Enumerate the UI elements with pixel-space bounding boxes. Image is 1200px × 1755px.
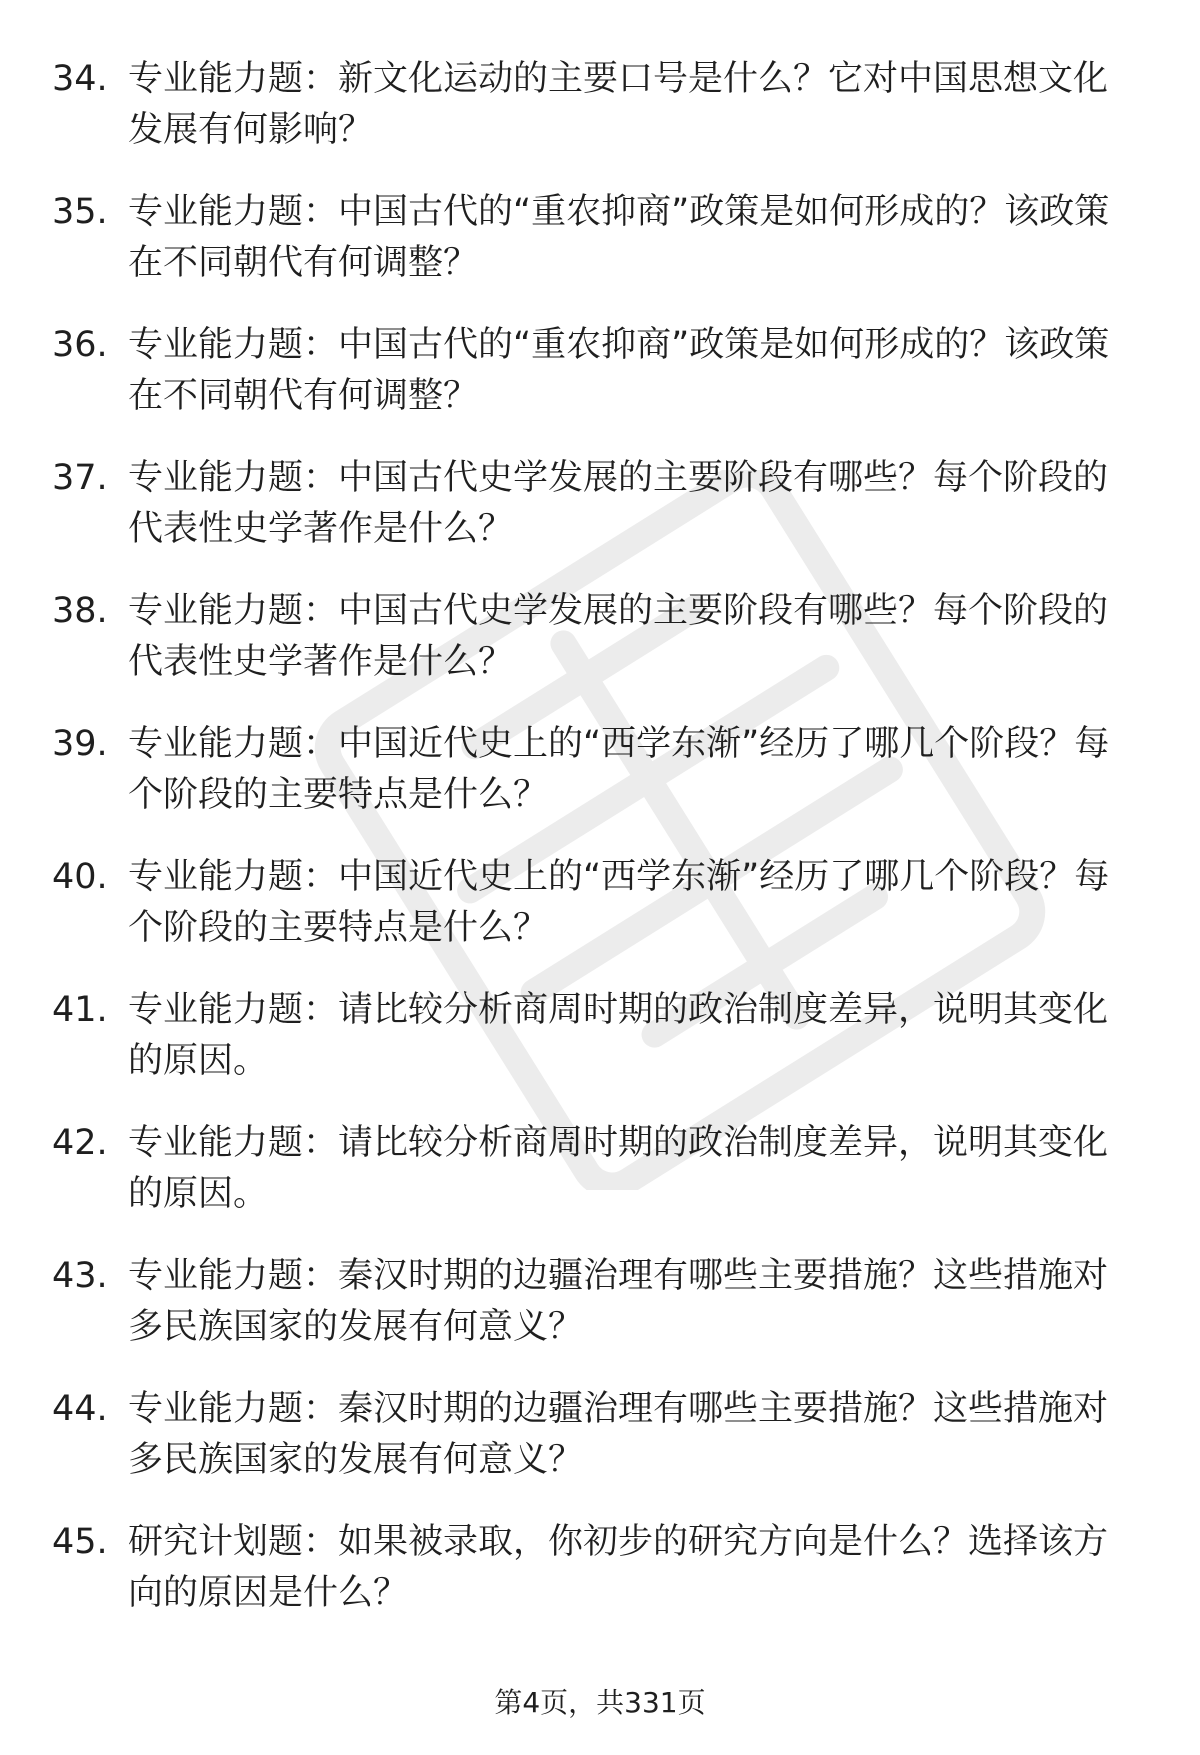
question-number: 37. [52, 458, 108, 498]
question-number: 39. [52, 724, 108, 764]
question-text: 专业能力题：中国古代史学发展的主要阶段有哪些？每个阶段的代表性史学著作是什么？ [128, 591, 1109, 682]
question-item [0, 453, 1200, 586]
question-text: 专业能力题：请比较分析商周时期的政治制度差异，说明其变化的原因。 [128, 1123, 1109, 1214]
question-number: 42. [52, 1123, 108, 1163]
question-list [0, 54, 1200, 1650]
question-text: 专业能力题：秦汉时期的边疆治理有哪些主要措施？这些措施对多民族国家的发展有何意义？ [128, 1389, 1109, 1480]
question-text: 专业能力题：中国古代的“重农抑商”政策是如何形成的？该政策在不同朝代有何调整？ [128, 325, 1110, 416]
question-item [0, 187, 1200, 320]
question-text: 专业能力题：新文化运动的主要口号是什么？它对中国思想文化发展有何影响？ [128, 59, 1109, 150]
question-item [0, 54, 1200, 187]
question-text: 专业能力题：请比较分析商周时期的政治制度差异，说明其变化的原因。 [128, 990, 1109, 1081]
question-text: 专业能力题：中国近代史上的“西学东渐”经历了哪几个阶段？每个阶段的主要特点是什么？ [128, 724, 1110, 815]
question-text: 专业能力题：中国古代的“重农抑商”政策是如何形成的？该政策在不同朝代有何调整？ [128, 192, 1110, 283]
question-text: 专业能力题：中国近代史上的“西学东渐”经历了哪几个阶段？每个阶段的主要特点是什么？ [128, 857, 1110, 948]
question-item [0, 1517, 1200, 1650]
question-text: 专业能力题：秦汉时期的边疆治理有哪些主要措施？这些措施对多民族国家的发展有何意义？ [128, 1256, 1109, 1347]
question-number: 35. [52, 192, 108, 232]
question-number: 44. [52, 1389, 108, 1429]
question-text: 研究计划题：如果被录取，你初步的研究方向是什么？选择该方向的原因是什么？ [128, 1522, 1109, 1613]
question-number: 40. [52, 857, 108, 897]
question-item [0, 852, 1200, 985]
page-number: 第4页，共331页 [494, 1686, 706, 1719]
question-item [0, 1118, 1200, 1251]
question-item [0, 1251, 1200, 1384]
question-item [0, 1384, 1200, 1517]
question-number: 45. [52, 1522, 108, 1562]
question-number: 34. [52, 59, 108, 99]
question-number: 38. [52, 591, 108, 631]
question-item [0, 320, 1200, 453]
question-text: 专业能力题：中国古代史学发展的主要阶段有哪些？每个阶段的代表性史学著作是什么？ [128, 458, 1109, 549]
question-item [0, 719, 1200, 852]
question-item [0, 985, 1200, 1118]
question-number: 36. [52, 325, 108, 365]
question-number: 43. [52, 1256, 108, 1296]
question-number: 41. [52, 990, 108, 1030]
question-item [0, 586, 1200, 719]
